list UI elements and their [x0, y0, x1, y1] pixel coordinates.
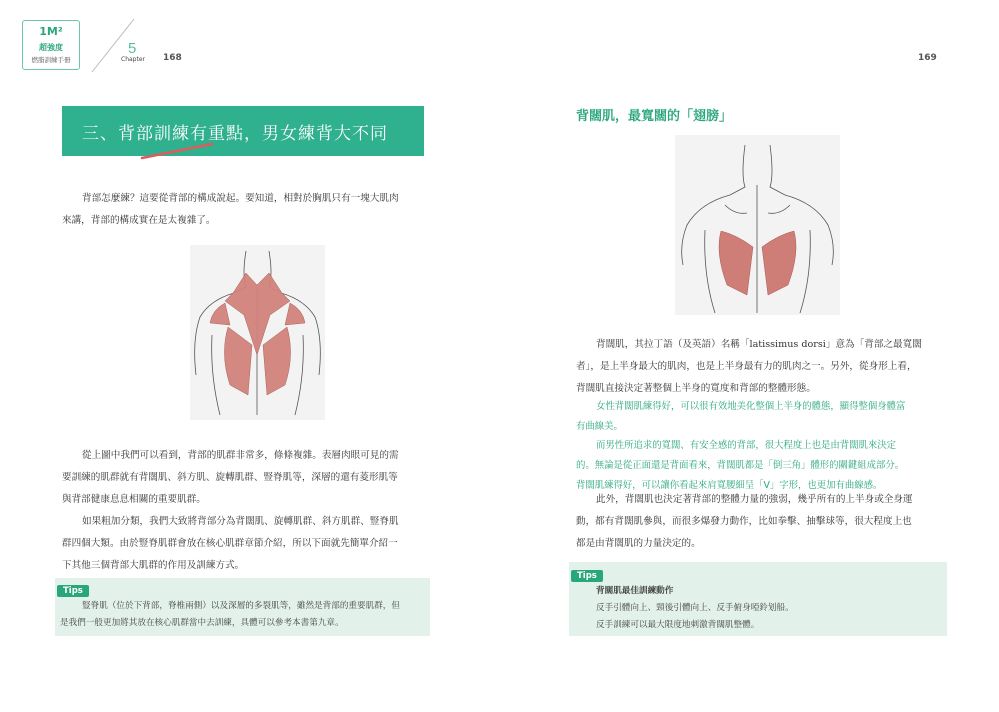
text-line: 都是由背闊肌的力量決定的。: [576, 538, 701, 549]
text-line: 此外，背闊肌也決定著背部的整體力量的強弱，幾乎所有的上半身或全身運: [596, 494, 913, 505]
text-line: 從上圖中我們可以看到，背部的肌群非常多，條條複雜。表層肉眼可見的需: [82, 450, 399, 461]
text-line: 而男性所追求的寬闊、有安全感的背部，很大程度上也是由背闊肌來決定: [596, 440, 897, 451]
text-line: 背闊肌直接決定著整個上半身的寬度和背部的整體形態。: [576, 383, 816, 394]
tips-line: 是我們一般更加將其放在核心肌群當中去訓練，具體可以參考本書第九章。: [60, 618, 344, 628]
tips-line: 反手引體向上、頸後引體向上、反手俯身啞鈴划船。: [596, 603, 794, 613]
right-paragraph-2: [576, 489, 946, 555]
text-line: 動，都有背闊肌參與，而很多爆發力動作，比如拳擊、抽擊球等，很大程度上也: [576, 516, 912, 527]
logo-mark: 1M²: [39, 25, 63, 38]
left-paragraph-2: [62, 445, 432, 511]
page-number-right: 169: [918, 53, 937, 63]
back-muscles-illustration: [190, 245, 325, 420]
tips-tag-right: Tips: [571, 570, 603, 582]
tips-line: 豎脊肌（位於下背部，脊椎兩側）以及深層的多裂肌等，雖然是背部的重要肌群，但: [82, 601, 400, 611]
right-green-paragraph-2: [576, 436, 946, 496]
text-line: 背闊肌，其拉丁語（及英語）名稱「latissimus dorsi」意為「背部之最寬闊: [596, 339, 922, 350]
text-line: 如果粗加分類，我們大致將背部分為背闊肌、旋轉肌群、斜方肌群、豎脊肌: [82, 516, 399, 527]
chapter-label: Chapter: [121, 56, 145, 63]
left-paragraph-1: [62, 188, 432, 232]
page-number-left: 168: [163, 53, 182, 63]
right-heading: 背闊肌，最寬闊的「翅膀」: [576, 109, 733, 124]
right-paragraph-1: [576, 334, 946, 400]
text-line: 與背部健康息息相關的重要肌群。: [62, 494, 206, 505]
tips-text-right: [596, 583, 941, 634]
tips-title: 背闊肌最佳訓練動作: [596, 586, 674, 596]
text-line: 背部怎麼練？這要從背部的構成說起。要知道，相對於胸肌只有一塊大肌肉: [82, 193, 399, 204]
text-line: 有曲線美。: [576, 421, 623, 432]
chapter-number: 5: [128, 40, 137, 57]
logo-subtitle: 燃脂訓練手冊: [31, 56, 71, 64]
logo-title: 超強度: [39, 43, 63, 52]
text-line: 女性背闊肌練得好，可以很有效地美化整個上半身的體態，顯得整個身體富: [596, 401, 906, 412]
section-title: 三、背部訓練有重點，男女練背大不同: [82, 124, 388, 144]
book-logo: [22, 20, 80, 70]
right-green-paragraph-1: [576, 397, 946, 437]
left-paragraph-3: [62, 511, 432, 577]
text-line: 者」，是上半身最大的肌肉，也是上半身最有力的肌肉之一。另外，從身形上看，: [576, 361, 917, 372]
text-line: 來講，背部的構成實在是太複雜了。: [62, 215, 216, 226]
text-line: 背闊肌練得好，可以讓你看起來肩寬腰細呈「V」字形，也更加有曲線感。: [576, 480, 883, 491]
text-line: 群四個大類。由於豎脊肌群會放在核心肌群章節介紹，所以下面就先簡單介紹一: [62, 538, 398, 549]
text-line: 下其他三個背部大肌群的作用及訓練方式。: [62, 560, 245, 571]
tips-text-left: [60, 598, 428, 632]
tips-tag-left: Tips: [57, 585, 89, 597]
latissimus-illustration: [675, 135, 840, 315]
tips-line: 反手訓練可以最大限度地刺激背闊肌整體。: [596, 620, 760, 630]
text-line: 的。無論是從正面還是背面看來，背闊肌都是「倒三角」體形的關鍵組成部分。: [576, 460, 905, 471]
text-line: 要訓練的肌群就有背闊肌、斜方肌、旋轉肌群、豎脊肌等，深層的還有菱形肌等: [62, 472, 398, 483]
